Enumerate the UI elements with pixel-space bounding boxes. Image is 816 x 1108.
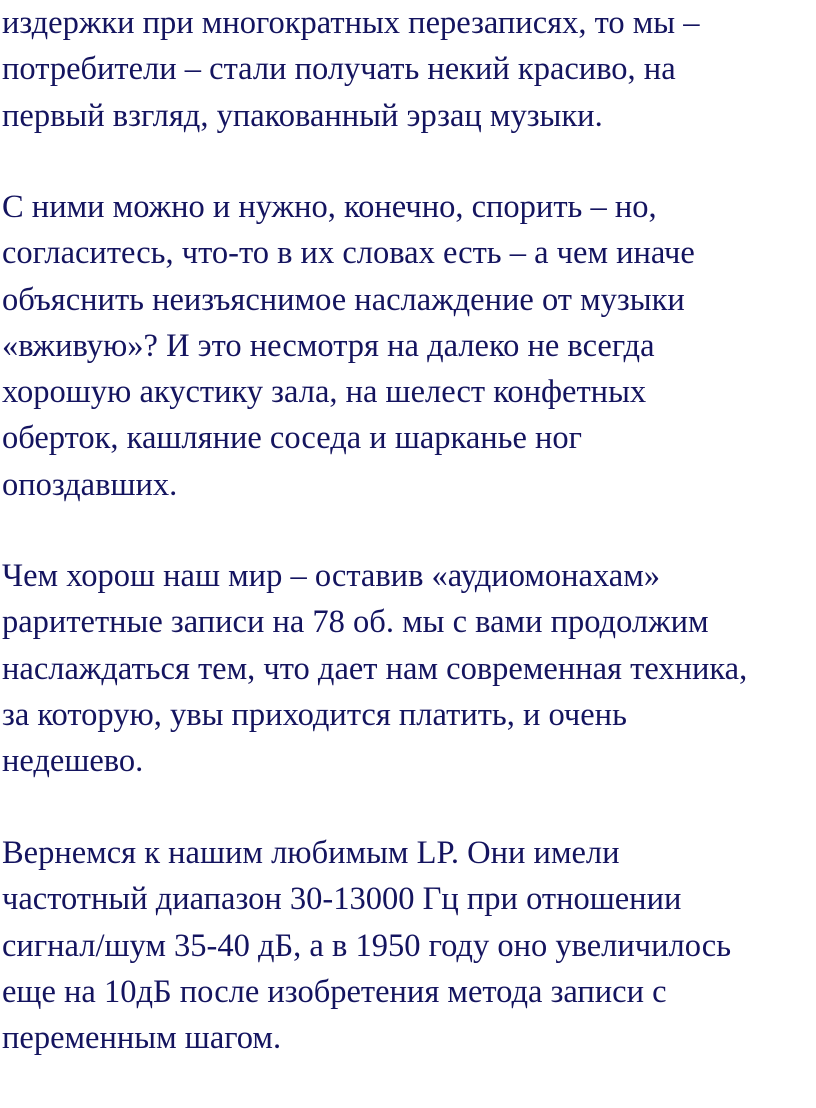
text-line: издержки при многократных перезаписях, то мы – (2, 5, 700, 41)
paragraph (2, 553, 747, 784)
text-line: потребители – стали получать некий красиво, на (2, 51, 676, 88)
text-line: частотный диапазон 30-13000 Гц при отношении (2, 881, 682, 918)
text-line: первый взгляд, упакованный эрзац музыки. (2, 97, 603, 134)
text-line: хорошую акустику зала, на шелест конфетных (2, 374, 647, 411)
text-line: переменным шагом. (2, 1020, 282, 1057)
text-line: оберток, кашляние соседа и шарканье ног (2, 420, 582, 457)
text-line: недешево. (2, 743, 144, 780)
text-line: согласитесь, что-то в их словах есть – а чем иначе (2, 235, 695, 272)
paragraph (2, 0, 700, 139)
text-line: сигнал/шум 35-40 дБ, а в 1950 году оно увеличилось (2, 927, 732, 964)
text-line: за которую, увы приходится платить, и очень (2, 696, 627, 733)
text-line: опоздавших. (2, 466, 178, 503)
text-line: Вернемся к нашим любимым LP. Они имели (2, 835, 620, 871)
text-line: «вживую»? И это несмотря на далеко не всегда (2, 327, 655, 364)
text-line: Чем хорош наш мир – оставив «аудиомонахам» (2, 558, 661, 594)
paragraph (2, 184, 695, 508)
text-line: С ними можно и нужно, конечно, спорить – но, (2, 189, 657, 225)
text-line: еще на 10дБ после изобретения метода записи с (2, 973, 667, 1010)
text-line: раритетные записи на 78 об. мы с вами продолжим (2, 604, 709, 641)
text-line: объяснить неизъяснимое наслаждение от музыки (2, 281, 685, 318)
text-line: наслаждаться тем, что дает нам современная техника, (2, 650, 748, 687)
paragraph (2, 830, 731, 1061)
